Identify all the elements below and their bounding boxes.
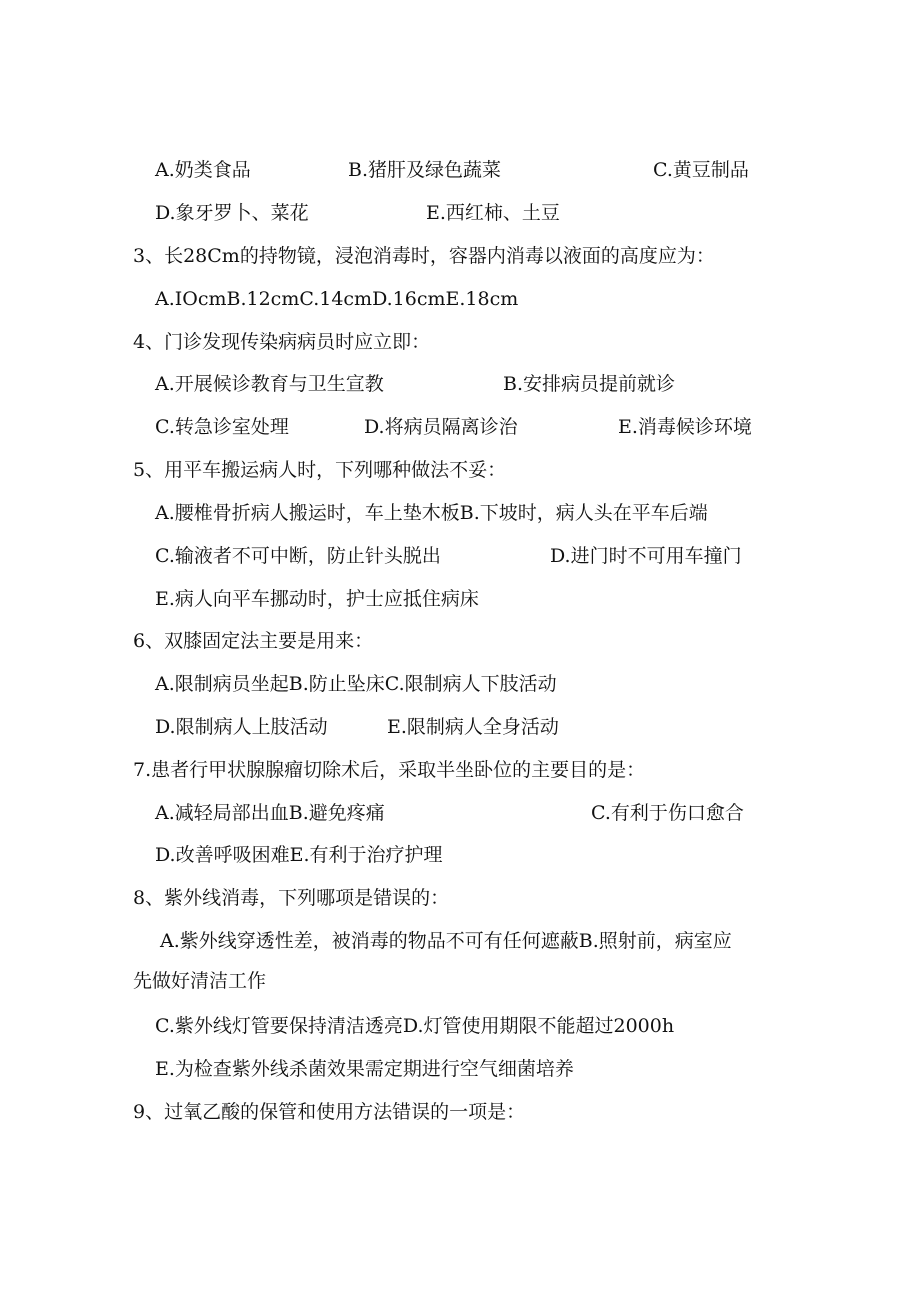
option-text: C.黄豆制品 <box>653 159 749 181</box>
option-text: E.消毒候诊环境 <box>618 416 752 438</box>
option-text: E.西红柿、土豆 <box>426 202 560 224</box>
option-text: C.输液者不可中断，防止针头脱出 <box>155 545 441 567</box>
option-text: D.象牙罗卜、菜花 <box>155 202 309 224</box>
question-text: 6、双膝固定法主要是用来： <box>133 630 374 652</box>
option-text: C.紫外线灯管要保持清洁透亮D.灯管使用期限不能超过2000h <box>155 1015 675 1037</box>
option-text: E.为检查紫外线杀菌效果需定期进行空气细菌培养 <box>155 1058 574 1080</box>
option-text: E.限制病人全身活动 <box>387 716 559 738</box>
option-text: B.安排病员提前就诊 <box>503 373 676 395</box>
option-text: C.转急诊室处理 <box>155 416 289 438</box>
option-text: A.奶类食品 <box>155 159 251 181</box>
option-text: A.开展候诊教育与卫生宣教 <box>155 373 384 395</box>
option-text: A.限制病员坐起B.防止坠床C.限制病人下肢活动 <box>155 673 557 695</box>
question-text: 4、门诊发现传染病病员时应立即： <box>133 331 431 353</box>
option-text: 先做好清洁工作 <box>133 970 267 992</box>
option-text: D.限制病人上肢活动 <box>155 716 328 738</box>
option-text: B.猪肝及绿色蔬菜 <box>348 159 502 181</box>
question-text: 3、长28Cm的持物镜，浸泡消毒时，容器内消毒以液面的高度应为： <box>133 245 715 267</box>
option-text: D.改善呼吸困难E.有利于治疗护理 <box>155 844 443 866</box>
option-text: E.病人向平车挪动时，护士应抵住病床 <box>155 588 479 610</box>
option-text: A.IOcmB.12cmC.14cmD.16cmE.18cm <box>155 288 519 310</box>
option-text: A.减轻局部出血B.避免疼痛 <box>155 802 385 824</box>
question-text: 8、紫外线消毒，下列哪项是错误的： <box>133 887 450 909</box>
option-text: A.腰椎骨折病人搬运时，车上垫木板B.下坡时，病人头在平车后端 <box>155 502 708 524</box>
option-text: C.有利于伤口愈合 <box>591 802 744 824</box>
question-text: 7.患者行甲状腺腺瘤切除术后，采取半坐卧位的主要目的是： <box>133 759 646 781</box>
option-text: D.进门时不可用车撞门 <box>550 545 742 567</box>
option-text: D.将病员隔离诊治 <box>364 416 518 438</box>
question-text: 9、过氧乙酸的保管和使用方法错误的一项是： <box>133 1101 526 1123</box>
option-text: A.紫外线穿透性差，被消毒的物品不可有任何遮蔽B.照射前，病室应 <box>160 930 732 952</box>
question-text: 5、用平车搬运病人时，下列哪种做法不妥： <box>133 459 507 481</box>
